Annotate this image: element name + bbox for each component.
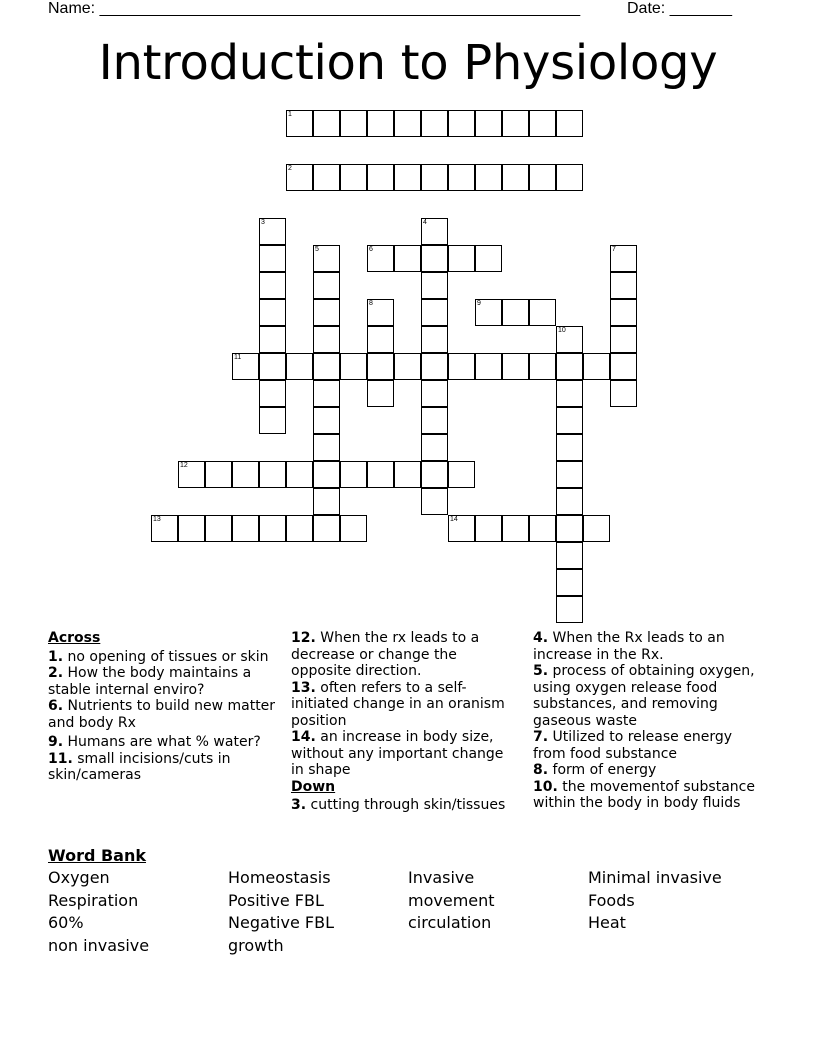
- crossword-cell[interactable]: [367, 164, 394, 191]
- crossword-cell[interactable]: [259, 407, 286, 434]
- clue-down-7: 7. Utilized to release energy from food substance: [533, 729, 733, 762]
- crossword-cell[interactable]: [394, 245, 421, 272]
- crossword-cell[interactable]: [313, 407, 340, 434]
- crossword-cell[interactable]: [340, 164, 367, 191]
- crossword-cell[interactable]: [421, 110, 448, 137]
- crossword-cell[interactable]: [313, 326, 340, 353]
- crossword-cell[interactable]: [529, 299, 556, 326]
- clue-number: 5: [315, 246, 319, 253]
- clue-across-9: 9. Humans are what % water?: [48, 734, 261, 750]
- crossword-cell[interactable]: [421, 353, 448, 380]
- crossword-cell[interactable]: [259, 326, 286, 353]
- crossword-cell[interactable]: [502, 353, 529, 380]
- crossword-cell[interactable]: [178, 515, 205, 542]
- crossword-cell[interactable]: [151, 515, 178, 542]
- word-bank-item: Invasive: [408, 868, 475, 887]
- crossword-cell[interactable]: [556, 596, 583, 623]
- crossword-cell[interactable]: [556, 353, 583, 380]
- clue-across-13: 13. often refers to a self-initiated change in an oranism position: [291, 679, 505, 729]
- word-bank-item: movement: [408, 890, 495, 910]
- crossword-cell[interactable]: [556, 542, 583, 569]
- clue-down-8: 8. form of energy: [533, 762, 657, 778]
- crossword-cell[interactable]: [394, 353, 421, 380]
- crossword-cell[interactable]: [340, 110, 367, 137]
- crossword-cell[interactable]: [556, 326, 583, 353]
- crossword-cell[interactable]: [259, 461, 286, 488]
- crossword-cell[interactable]: [313, 272, 340, 299]
- crossword-cell[interactable]: [556, 380, 583, 407]
- crossword-cell[interactable]: [313, 488, 340, 515]
- crossword-cell[interactable]: [610, 245, 637, 272]
- crossword-cell[interactable]: [421, 461, 448, 488]
- clues-column-2: [291, 630, 519, 814]
- crossword-cell[interactable]: [421, 299, 448, 326]
- crossword-cell[interactable]: [556, 515, 583, 542]
- crossword-cell[interactable]: [529, 353, 556, 380]
- clue-number: 1: [288, 111, 292, 118]
- page-title: Introduction to Physiology: [98, 35, 718, 91]
- crossword-cell[interactable]: [421, 164, 448, 191]
- word-bank-item: Respiration: [48, 890, 139, 910]
- crossword-cell[interactable]: [367, 245, 394, 272]
- crossword-cell[interactable]: [313, 461, 340, 488]
- date-label: Date: _______: [627, 0, 732, 17]
- clue-down-10: 10. the movementof substance within the body in body fluids: [533, 778, 755, 811]
- down-heading: Down: [291, 778, 336, 795]
- crossword-cell[interactable]: [313, 380, 340, 407]
- crossword-cell[interactable]: [448, 110, 475, 137]
- crossword-cell[interactable]: [394, 110, 421, 137]
- crossword-cell[interactable]: [556, 407, 583, 434]
- crossword-cell[interactable]: [286, 461, 313, 488]
- crossword-cell[interactable]: [232, 461, 259, 488]
- crossword-cell[interactable]: [178, 461, 205, 488]
- word-bank-item: circulation: [408, 913, 492, 933]
- crossword-cell[interactable]: [556, 488, 583, 515]
- clue-across-14: 14. an increase in body size, without any important change in shape: [291, 729, 504, 778]
- crossword-cell[interactable]: [583, 353, 610, 380]
- crossword-cell[interactable]: [421, 407, 448, 434]
- clue-number: 13: [153, 516, 161, 523]
- crossword-cell[interactable]: [448, 515, 475, 542]
- crossword-cell[interactable]: [340, 515, 367, 542]
- clue-number: 8: [369, 300, 373, 307]
- crossword-cell[interactable]: [448, 461, 475, 488]
- crossword-cell[interactable]: [232, 515, 259, 542]
- word-bank-item: Negative FBL: [228, 913, 334, 933]
- crossword-cell[interactable]: [583, 515, 610, 542]
- crossword-cell[interactable]: [340, 353, 367, 380]
- crossword-cell[interactable]: [421, 434, 448, 461]
- clue-number: 6: [369, 246, 373, 253]
- crossword-cell[interactable]: [313, 299, 340, 326]
- crossword-cell[interactable]: [205, 515, 232, 542]
- crossword-cell[interactable]: [394, 164, 421, 191]
- crossword-cell[interactable]: [286, 515, 313, 542]
- clue-number: 7: [612, 246, 616, 253]
- crossword-cell[interactable]: [448, 245, 475, 272]
- crossword-cell[interactable]: [556, 164, 583, 191]
- crossword-cell[interactable]: [313, 110, 340, 137]
- crossword-cell[interactable]: [394, 461, 421, 488]
- clue-number: 10: [558, 327, 566, 334]
- crossword-cell[interactable]: [421, 488, 448, 515]
- word-bank-item: Foods: [588, 890, 635, 910]
- crossword-cell[interactable]: [610, 353, 637, 380]
- crossword-cell[interactable]: [475, 299, 502, 326]
- clue-number: 2: [288, 165, 292, 172]
- clue-down-5: 5. process of obtaining oxygen, using oxygen release food substances, and removing gaseous waste: [533, 663, 755, 729]
- crossword-cell[interactable]: [502, 164, 529, 191]
- word-bank-item: 60%: [48, 913, 84, 933]
- word-bank-item: Heat: [588, 913, 626, 933]
- crossword-cell[interactable]: [286, 164, 313, 191]
- crossword-cell[interactable]: [448, 353, 475, 380]
- across-heading: Across: [48, 630, 101, 646]
- crossword-cell[interactable]: [421, 218, 448, 245]
- crossword-cell[interactable]: [421, 326, 448, 353]
- word-bank-item: Minimal invasive: [588, 868, 722, 887]
- clue-down-4: 4. When the Rx leads to an increase in the Rx.: [533, 630, 725, 663]
- clue-number: 4: [423, 219, 427, 226]
- clues-column-1: [48, 630, 280, 784]
- crossword-cell[interactable]: [475, 353, 502, 380]
- crossword-cell[interactable]: [421, 272, 448, 299]
- crossword-cell[interactable]: [367, 353, 394, 380]
- crossword-cell[interactable]: [259, 380, 286, 407]
- crossword-cell[interactable]: [259, 245, 286, 272]
- clue-across-1: 1. no opening of tissues or skin: [48, 648, 269, 665]
- crossword-cell[interactable]: [367, 326, 394, 353]
- crossword-cell[interactable]: [556, 461, 583, 488]
- crossword-cell[interactable]: [556, 569, 583, 596]
- crossword-cell[interactable]: [313, 434, 340, 461]
- clue-down-3: 3. cutting through skin/tissues: [291, 797, 506, 813]
- clue-across-12: 12. When the rx leads to a decrease or change the opposite direction.: [291, 630, 480, 679]
- crossword-cell[interactable]: [232, 353, 259, 380]
- crossword-cell[interactable]: [259, 515, 286, 542]
- word-bank-title: Word Bank: [48, 846, 147, 865]
- clue-across-2: 2. How the body maintains a stable internal enviro?: [48, 665, 252, 698]
- crossword-cell[interactable]: [340, 461, 367, 488]
- word-bank-item: Homeostasis: [228, 868, 331, 887]
- crossword-cell[interactable]: [529, 164, 556, 191]
- crossword-cell[interactable]: [313, 164, 340, 191]
- crossword-cell[interactable]: [421, 245, 448, 272]
- word-bank-item: Positive FBL: [228, 890, 324, 910]
- crossword-cell[interactable]: [367, 110, 394, 137]
- word-bank: [48, 845, 768, 958]
- crossword-cell[interactable]: [259, 272, 286, 299]
- crossword-cell[interactable]: [475, 515, 502, 542]
- crossword-cell[interactable]: [475, 164, 502, 191]
- crossword-cell[interactable]: [313, 245, 340, 272]
- crossword-cell[interactable]: [205, 461, 232, 488]
- crossword-cell[interactable]: [313, 515, 340, 542]
- crossword-cell[interactable]: [529, 515, 556, 542]
- crossword-cell[interactable]: [367, 461, 394, 488]
- crossword-cell[interactable]: [259, 299, 286, 326]
- clues-column-3: [533, 630, 769, 812]
- clue-number: 3: [261, 219, 265, 226]
- clue-across-6: 6. Nutrients to build new matter and body Rx: [48, 698, 276, 731]
- crossword-cell[interactable]: [367, 380, 394, 407]
- crossword-cell[interactable]: [529, 110, 556, 137]
- crossword-cell[interactable]: [502, 515, 529, 542]
- word-bank-item: non invasive: [48, 936, 150, 956]
- crossword-cell[interactable]: [610, 380, 637, 407]
- crossword-cell[interactable]: [448, 164, 475, 191]
- crossword-cell[interactable]: [502, 299, 529, 326]
- crossword-cell[interactable]: [610, 272, 637, 299]
- crossword-cell[interactable]: [556, 434, 583, 461]
- crossword-cell[interactable]: [313, 353, 340, 380]
- crossword-cell[interactable]: [610, 299, 637, 326]
- crossword-cell[interactable]: [286, 110, 313, 137]
- crossword-cell[interactable]: [286, 353, 313, 380]
- crossword-cell[interactable]: [502, 110, 529, 137]
- clue-number: 14: [450, 516, 458, 523]
- crossword-cell[interactable]: [475, 110, 502, 137]
- crossword-cell[interactable]: [556, 110, 583, 137]
- clue-number: 9: [477, 300, 481, 307]
- crossword-cell[interactable]: [421, 380, 448, 407]
- word-bank-item: growth: [228, 936, 284, 956]
- clue-number: 11: [234, 354, 242, 361]
- crossword-cell[interactable]: [610, 326, 637, 353]
- crossword-cell[interactable]: [259, 353, 286, 380]
- crossword-cell[interactable]: [259, 218, 286, 245]
- word-bank-grid: [48, 867, 768, 958]
- clue-number: 12: [180, 462, 188, 469]
- name-label: Name: ______________________________________________________: [48, 0, 581, 17]
- word-bank-item: Oxygen: [48, 868, 110, 887]
- crossword-cell[interactable]: [475, 245, 502, 272]
- crossword-cell[interactable]: [367, 299, 394, 326]
- clue-across-11: 11. small incisions/cuts in skin/cameras: [48, 750, 231, 783]
